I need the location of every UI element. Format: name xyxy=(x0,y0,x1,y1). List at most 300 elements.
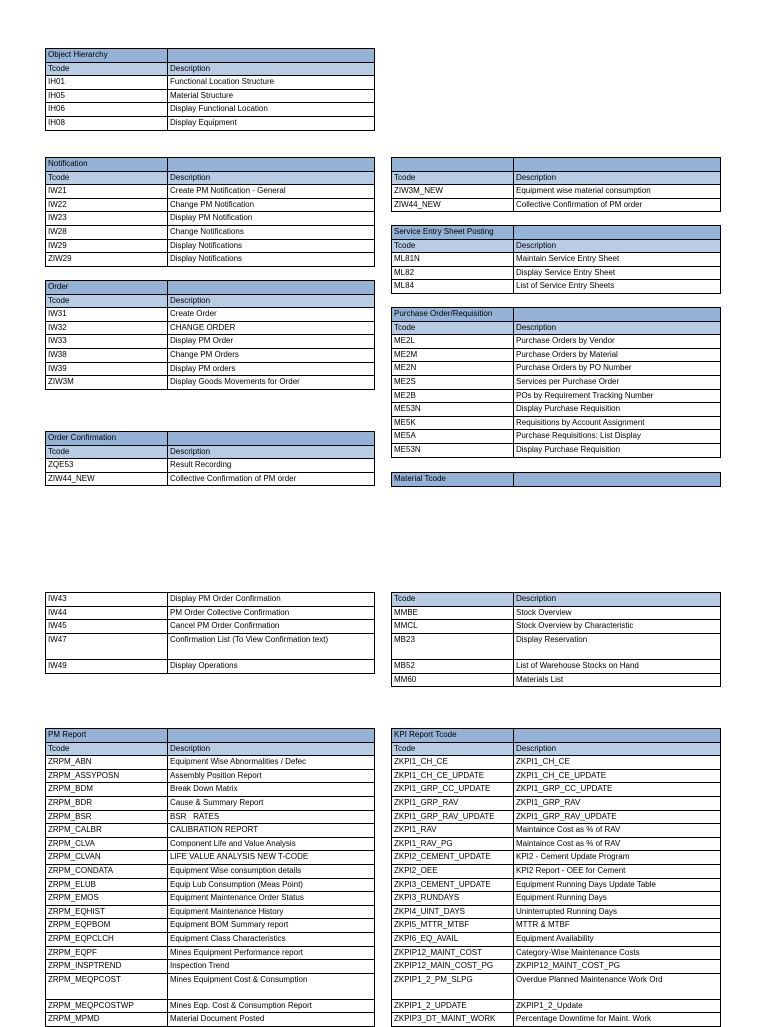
column-header-tcode: Tcode xyxy=(46,742,168,756)
tcode-cell: IW33 xyxy=(46,335,168,349)
description-cell: Display PM orders xyxy=(168,362,375,376)
tcode-cell: ZIW29 xyxy=(46,253,168,267)
description-cell: Purchase Orders by PO Number xyxy=(514,362,721,376)
table-title-row xyxy=(46,158,375,172)
table-title: KPI Report Tcode xyxy=(392,729,514,743)
description-cell: Equipment Maintenance Order Status xyxy=(168,892,375,906)
table-title: Object Hierarchy xyxy=(46,49,168,63)
table-row xyxy=(392,892,721,906)
tcode-cell: ZKPI3_CEMENT_UPDATE xyxy=(392,878,514,892)
tcode-cell: ZRPM_CLVA xyxy=(46,837,168,851)
table-title-filler xyxy=(514,226,721,240)
description-cell: Display Functional Location xyxy=(168,103,375,117)
description-cell: CALIBRATION REPORT xyxy=(168,824,375,838)
table-row xyxy=(46,376,375,390)
column-header-description: Description xyxy=(168,742,375,756)
description-cell: Mines Equipment Cost & Consumption xyxy=(168,973,375,999)
description-cell: Display Operations xyxy=(168,659,375,673)
table-row xyxy=(46,892,375,906)
column-header-description: Description xyxy=(514,239,721,253)
table-title: Order Confirmation xyxy=(46,432,168,446)
description-cell: Mines Equipment Performance report xyxy=(168,946,375,960)
description-cell: Collective Confirmation of PM order xyxy=(514,198,721,212)
description-cell: Equipment Running Days Update Table xyxy=(514,878,721,892)
table-title: Notification xyxy=(46,158,168,172)
tcode-cell: ZIW44_NEW xyxy=(46,472,168,486)
description-cell: Break Down Matrix xyxy=(168,783,375,797)
description-cell: ZKPI1_GRP_CC_UPDATE xyxy=(514,783,721,797)
description-cell: Equipment Class Characteristics xyxy=(168,932,375,946)
description-cell: Percentage Downtime for Maint. Work xyxy=(514,1013,721,1027)
confirmation-list-table xyxy=(45,592,375,674)
column-header-tcode: Tcode xyxy=(46,62,168,76)
tcode-cell: ZRPM_CALBR xyxy=(46,824,168,838)
description-cell: POs by Requirement Tracking Number xyxy=(514,389,721,403)
table-row xyxy=(46,116,375,130)
table-title: Order xyxy=(46,281,168,295)
tcode-cell: ZIW3M xyxy=(46,376,168,390)
table-header-row xyxy=(392,239,721,253)
tcode-cell: ZRPM_BDM xyxy=(46,783,168,797)
table-title: Material Tcode xyxy=(392,473,514,487)
table-title: Service Entry Sheet Posting xyxy=(392,226,514,240)
table-title: PM Report xyxy=(46,729,168,743)
table-row xyxy=(392,905,721,919)
table-row xyxy=(46,89,375,103)
tcode-cell: ZRPM_EQPCLCH xyxy=(46,932,168,946)
tcode-cell: IW29 xyxy=(46,239,168,253)
table-row xyxy=(392,335,721,349)
tcode-cell: IW49 xyxy=(46,659,168,673)
column-header-tcode: Tcode xyxy=(392,239,514,253)
tcode-cell: ZRPM_ASSYPOSN xyxy=(46,769,168,783)
notification-table xyxy=(45,157,375,267)
description-cell: Services per Purchase Order xyxy=(514,375,721,389)
table-row xyxy=(46,932,375,946)
table-title-filler xyxy=(514,158,721,172)
tcode-cell: ZKPI1_GRP_RAV_UPDATE xyxy=(392,810,514,824)
table-row xyxy=(46,769,375,783)
order-confirmation-table xyxy=(45,431,375,486)
tcode-cell: ZRPM_INSPTREND xyxy=(46,960,168,974)
table-title-filler xyxy=(168,432,375,446)
description-cell: Category-Wise Maintenance Costs xyxy=(514,946,721,960)
table-row xyxy=(392,796,721,810)
description-cell: Collective Confirmation of PM order xyxy=(168,472,375,486)
table-row xyxy=(392,185,721,199)
description-cell: KPI2 - Cement Update Program xyxy=(514,851,721,865)
tcode-cell: ME53N xyxy=(392,403,514,417)
description-cell: ZKPI1_CH_CE xyxy=(514,756,721,770)
purchase-order-table xyxy=(391,307,721,458)
table-row xyxy=(392,810,721,824)
tcode-cell: ZKPIP12_MAIN_COST_PG xyxy=(392,960,514,974)
table-row xyxy=(392,960,721,974)
tcode-cell: ZKPI6_EQ_AVAIL xyxy=(392,932,514,946)
tcode-cell: ZKPI1_CH_CE_UPDATE xyxy=(392,769,514,783)
column-header-description: Description xyxy=(168,171,375,185)
tcode-cell: ZRPM_MPMD xyxy=(46,1013,168,1027)
table-row xyxy=(392,756,721,770)
description-cell: Display PM Order Confirmation xyxy=(168,593,375,607)
tcode-cell: ML84 xyxy=(392,280,514,294)
tcode-cell: IW39 xyxy=(46,362,168,376)
description-cell: Equipment Running Days xyxy=(514,892,721,906)
table-row xyxy=(392,620,721,634)
description-cell: Display PM Order xyxy=(168,335,375,349)
tcode-cell: ZKPIP12_MAINT_COST xyxy=(392,946,514,960)
material-tcode-table xyxy=(391,472,721,487)
description-cell: ZKPI1_GRP_RAV xyxy=(514,796,721,810)
column-header-description: Description xyxy=(514,742,721,756)
description-cell: ZKPI1_GRP_RAV_UPDATE xyxy=(514,810,721,824)
tcode-cell: IW21 xyxy=(46,185,168,199)
table-row xyxy=(46,810,375,824)
table-row xyxy=(46,878,375,892)
tcode-cell: ZKPI1_CH_CE xyxy=(392,756,514,770)
table-title-row xyxy=(46,281,375,295)
description-cell: Create Order xyxy=(168,308,375,322)
table-row xyxy=(392,999,721,1013)
tcode-cell: ME2L xyxy=(392,335,514,349)
tcode-cell: ZKPIP1_2_UPDATE xyxy=(392,999,514,1013)
tcode-cell: IH08 xyxy=(46,116,168,130)
description-cell: Purchase Orders by Vendor xyxy=(514,335,721,349)
tcode-cell: ZKPI2_CEMENT_UPDATE xyxy=(392,851,514,865)
order-table xyxy=(45,280,375,390)
description-cell: Display Purchase Requisition xyxy=(514,443,721,457)
tcode-cell: ZRPM_ABN xyxy=(46,756,168,770)
column-header-tcode: Tcode xyxy=(46,294,168,308)
description-cell: Component Life and Value Analysis xyxy=(168,837,375,851)
tcode-cell: ZRPM_MEQPCOST xyxy=(46,973,168,999)
table-row xyxy=(46,472,375,486)
table-row xyxy=(392,403,721,417)
table-row xyxy=(392,362,721,376)
description-cell: MTTR & MTBF xyxy=(514,919,721,933)
table-row xyxy=(392,443,721,457)
tcode-cell: ZKPIP3_DT_MAINT_WORK xyxy=(392,1013,514,1027)
description-cell: Stock Overview xyxy=(514,606,721,620)
table-row xyxy=(392,973,721,999)
tcode-cell: MB52 xyxy=(392,659,514,673)
tcode-cell: IW38 xyxy=(46,348,168,362)
tcode-cell: IW23 xyxy=(46,212,168,226)
table-row xyxy=(46,783,375,797)
table-row xyxy=(46,185,375,199)
table-row xyxy=(46,633,375,659)
table-row xyxy=(46,335,375,349)
table-row xyxy=(46,606,375,620)
tcode-cell: ZKPI4_UINT_DAYS xyxy=(392,905,514,919)
description-cell: ZKPIP1_2_Update xyxy=(514,999,721,1013)
table-header-row xyxy=(46,294,375,308)
column-header-description: Description xyxy=(168,62,375,76)
column-header-description: Description xyxy=(514,593,721,607)
description-cell: Display Notifications xyxy=(168,239,375,253)
table-row xyxy=(392,266,721,280)
table-row xyxy=(46,756,375,770)
table-title-row xyxy=(46,49,375,63)
description-cell: PM Order Collective Confirmation xyxy=(168,606,375,620)
description-cell: ZKPI1_CH_CE_UPDATE xyxy=(514,769,721,783)
tcode-cell: ME5A xyxy=(392,430,514,444)
tcode-cell: ME5K xyxy=(392,416,514,430)
description-cell: Purchase Orders by Material xyxy=(514,348,721,362)
table-row xyxy=(46,824,375,838)
table-title-row xyxy=(392,158,721,172)
description-cell: Assembly Position Report xyxy=(168,769,375,783)
table-row xyxy=(46,620,375,634)
tcode-cell: IW44 xyxy=(46,606,168,620)
table-row xyxy=(392,375,721,389)
pm-report-table xyxy=(45,728,375,1027)
table-title-filler xyxy=(168,281,375,295)
description-cell: Purchase Requisitions: List Display xyxy=(514,430,721,444)
tcode-cell: ZRPM_ELUB xyxy=(46,878,168,892)
table-row xyxy=(46,960,375,974)
table-row xyxy=(392,659,721,673)
table-row xyxy=(46,1013,375,1027)
column-header-tcode: Tcode xyxy=(46,445,168,459)
description-cell: Display Service Entry Sheet xyxy=(514,266,721,280)
table-title-row xyxy=(46,729,375,743)
tcode-cell: ZRPM_BDR xyxy=(46,796,168,810)
description-cell: Display Reservation xyxy=(514,633,721,659)
description-cell: CHANGE ORDER xyxy=(168,321,375,335)
description-cell: Materials List xyxy=(514,673,721,687)
tcode-cell: ZRPM_CONDATA xyxy=(46,864,168,878)
tcode-cell: ZRPM_EQHIST xyxy=(46,905,168,919)
description-cell: Equipment Availability xyxy=(514,932,721,946)
description-cell: Equipment wise material consumption xyxy=(514,185,721,199)
table-row xyxy=(46,321,375,335)
table-row xyxy=(46,851,375,865)
table-title-filler xyxy=(514,729,721,743)
table-row xyxy=(46,348,375,362)
tcode-cell: ZRPM_CLVAN xyxy=(46,851,168,865)
service-entry-table xyxy=(391,225,721,294)
column-header-tcode: Tcode xyxy=(392,593,514,607)
description-cell: Maintain Service Entry Sheet xyxy=(514,253,721,267)
table-title-filler xyxy=(168,49,375,63)
description-cell: Equipment Wise Abnormalities / Defec xyxy=(168,756,375,770)
table-row xyxy=(46,212,375,226)
description-cell: Requisitions by Account Assignment xyxy=(514,416,721,430)
description-cell: Uninterrupted Running Days xyxy=(514,905,721,919)
table-row xyxy=(46,253,375,267)
table-title-row xyxy=(392,473,721,487)
table-row xyxy=(392,198,721,212)
table-header-row xyxy=(46,445,375,459)
table-header-row xyxy=(392,171,721,185)
table-row xyxy=(392,769,721,783)
table-header-row xyxy=(392,593,721,607)
kpi-report-table xyxy=(391,728,721,1027)
description-cell: Create PM Notification - General xyxy=(168,185,375,199)
table-title-filler xyxy=(514,473,721,487)
description-cell: Maintaince Cost as % of RAV xyxy=(514,824,721,838)
tcode-cell: IH06 xyxy=(46,103,168,117)
table-header-row xyxy=(392,742,721,756)
table-title xyxy=(392,158,514,172)
tcode-cell: ML81N xyxy=(392,253,514,267)
description-cell: Change PM Orders xyxy=(168,348,375,362)
tcode-cell: MB23 xyxy=(392,633,514,659)
table-row xyxy=(46,999,375,1013)
column-header-tcode: Tcode xyxy=(392,321,514,335)
tcode-cell: ME2N xyxy=(392,362,514,376)
table-row xyxy=(46,593,375,607)
table-row xyxy=(46,905,375,919)
table-row xyxy=(392,633,721,659)
table-title-row xyxy=(392,729,721,743)
description-cell: Functional Location Structure xyxy=(168,76,375,90)
object-hierarchy-table xyxy=(45,48,375,131)
table-row xyxy=(46,76,375,90)
tcode-cell: IH05 xyxy=(46,89,168,103)
description-cell: Change PM Notification xyxy=(168,198,375,212)
table-header-row xyxy=(46,171,375,185)
description-cell: Cancel PM Order Confirmation xyxy=(168,620,375,634)
description-cell: Overdue Planned Maintenance Work Ord xyxy=(514,973,721,999)
tcode-cell: ZIW3M_NEW xyxy=(392,185,514,199)
tcode-cell: ZRPM_MEQPCOSTWP xyxy=(46,999,168,1013)
table-title-filler xyxy=(168,158,375,172)
equipment-consumption-table xyxy=(391,157,721,212)
tcode-cell: ZKPI3_RUNDAYS xyxy=(392,892,514,906)
table-row xyxy=(392,280,721,294)
table-row xyxy=(46,919,375,933)
column-header-description: Description xyxy=(168,445,375,459)
table-row xyxy=(46,837,375,851)
description-cell: Mines Eqp. Cost & Consumption Report xyxy=(168,999,375,1013)
tcode-cell: ME2B xyxy=(392,389,514,403)
tcode-cell: MMCL xyxy=(392,620,514,634)
description-cell: Display Notifications xyxy=(168,253,375,267)
table-row xyxy=(46,225,375,239)
description-cell: LIFE VALUE ANALYSIS NEW T-CODE xyxy=(168,851,375,865)
tcode-cell: MMBE xyxy=(392,606,514,620)
tcode-cell: ZKPI1_GRP_RAV xyxy=(392,796,514,810)
description-cell: Display Purchase Requisition xyxy=(514,403,721,417)
description-cell: Equipment Maintenance History xyxy=(168,905,375,919)
table-row xyxy=(392,878,721,892)
description-cell: List of Service Entry Sheets xyxy=(514,280,721,294)
table-row xyxy=(392,348,721,362)
table-row xyxy=(392,253,721,267)
tcode-cell: ZQE53 xyxy=(46,459,168,473)
description-cell: Material Document Posted xyxy=(168,1013,375,1027)
description-cell: Equipment Wise consumption details xyxy=(168,864,375,878)
tcode-cell: ZKPI2_OEE xyxy=(392,864,514,878)
tcode-cell: ZIW44_NEW xyxy=(392,198,514,212)
column-header-description: Description xyxy=(168,294,375,308)
column-header-tcode: Tcode xyxy=(46,171,168,185)
description-cell: BSR RATES xyxy=(168,810,375,824)
table-row xyxy=(392,606,721,620)
tcode-cell: ME2S xyxy=(392,375,514,389)
table-row xyxy=(392,389,721,403)
table-row xyxy=(392,837,721,851)
table-title-row xyxy=(392,226,721,240)
tcode-cell: ZRPM_EQPF xyxy=(46,946,168,960)
tcode-cell: IW32 xyxy=(46,321,168,335)
table-row xyxy=(46,362,375,376)
tcode-cell: ME53N xyxy=(392,443,514,457)
table-row xyxy=(392,783,721,797)
column-header-description: Description xyxy=(514,321,721,335)
tcode-cell: ZKPI1_GRP_CC_UPDATE xyxy=(392,783,514,797)
column-header-description: Description xyxy=(514,171,721,185)
tcode-cell: IH01 xyxy=(46,76,168,90)
tcode-cell: ZKPI1_RAV_PG xyxy=(392,837,514,851)
table-row xyxy=(392,1013,721,1027)
tcode-cell: IW43 xyxy=(46,593,168,607)
table-row xyxy=(392,851,721,865)
table-row xyxy=(46,198,375,212)
description-cell: Change Notifications xyxy=(168,225,375,239)
tcode-cell: IW45 xyxy=(46,620,168,634)
table-row xyxy=(46,864,375,878)
description-cell: Stock Overview by Characteristic xyxy=(514,620,721,634)
tcode-cell: IW31 xyxy=(46,308,168,322)
tcode-cell: ZRPM_EMOS xyxy=(46,892,168,906)
table-row xyxy=(392,430,721,444)
description-cell: Maintaince Cost as % of RAV xyxy=(514,837,721,851)
table-title-row xyxy=(392,308,721,322)
description-cell: KPI2 Report - OEE for Cement xyxy=(514,864,721,878)
table-row xyxy=(392,864,721,878)
table-row xyxy=(46,946,375,960)
description-cell: Material Structure xyxy=(168,89,375,103)
table-title: Purchase Order/Requisition xyxy=(392,308,514,322)
description-cell: Equipment BOM Summary report xyxy=(168,919,375,933)
table-header-row xyxy=(46,62,375,76)
description-cell: Result Recording xyxy=(168,459,375,473)
tcode-cell: IW47 xyxy=(46,633,168,659)
description-cell: Display Equipment xyxy=(168,116,375,130)
table-row xyxy=(46,103,375,117)
table-row xyxy=(46,239,375,253)
table-row xyxy=(392,932,721,946)
tcode-cell: ZKPI5_MTTR_MTBF xyxy=(392,919,514,933)
tcode-cell: ZKPIP1_2_PM_SLPG xyxy=(392,973,514,999)
tcode-cell: IW28 xyxy=(46,225,168,239)
table-row xyxy=(46,973,375,999)
description-cell: Display PM Notification xyxy=(168,212,375,226)
description-cell: Cause & Summary Report xyxy=(168,796,375,810)
table-row xyxy=(46,459,375,473)
description-cell: Display Goods Movements for Order xyxy=(168,376,375,390)
column-header-tcode: Tcode xyxy=(392,171,514,185)
tcode-cell: ZKPI1_RAV xyxy=(392,824,514,838)
table-row xyxy=(392,673,721,687)
column-header-tcode: Tcode xyxy=(392,742,514,756)
tcode-cell: ML82 xyxy=(392,266,514,280)
tcode-cell: ZRPM_EQPBOM xyxy=(46,919,168,933)
description-cell: List of Warehouse Stocks on Hand xyxy=(514,659,721,673)
table-row xyxy=(46,308,375,322)
table-title-row xyxy=(46,432,375,446)
table-header-row xyxy=(46,742,375,756)
table-row xyxy=(392,416,721,430)
table-row xyxy=(46,659,375,673)
table-title-filler xyxy=(168,729,375,743)
description-cell: Equip Lub Consumption (Meas Point) xyxy=(168,878,375,892)
description-cell: ZKPIP12_MAINT_COST_PG xyxy=(514,960,721,974)
tcode-cell: MM60 xyxy=(392,673,514,687)
